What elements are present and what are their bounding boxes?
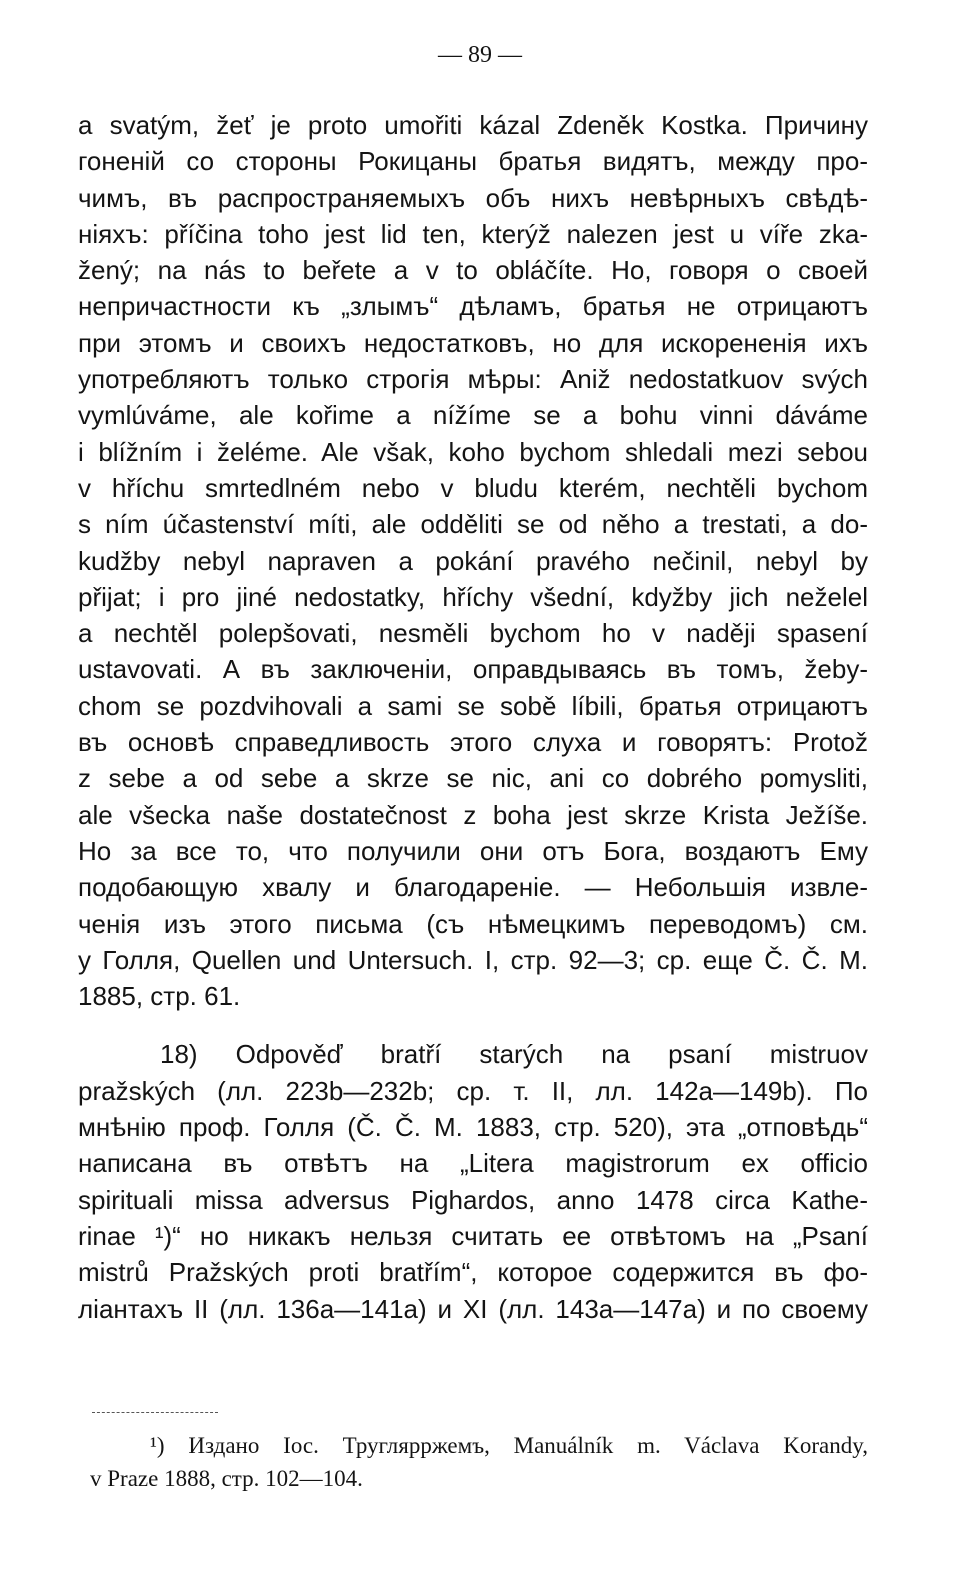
text-line: pražských (лл. 223b—232b; ср. т. II, лл. 142a—149b). По: [78, 1075, 868, 1106]
text-line: при этомъ и своихъ недостатковъ, но для искорененія ихъ: [78, 327, 868, 358]
text-line: чимъ, въ распространяемыхъ объ нихъ невѣрныхъ свѣдѣ-: [78, 182, 868, 213]
text-line: мнѣнію проф. Голля (Č. Č. M. 1883, стр. 520), эта „отповѣдь“: [78, 1112, 868, 1143]
text-line: přijat; i pro jiné nedostatky, hříchy všední, kdyžby jich neželel: [78, 581, 868, 612]
paragraph-2: [78, 1036, 868, 1326]
text-line: s ním účastenství míti, ale odděliti se od něho a trestati, a do-: [78, 509, 868, 540]
paragraph-gap: [78, 1014, 868, 1036]
text-line: vymlúváme, ale kořime a nížíme se a bohu vinni dáváme: [78, 400, 868, 431]
text-line: chom se pozdvihovali a sami se sobě líbili, братья отрицаютъ: [78, 690, 868, 721]
paragraph-1: [78, 107, 868, 1014]
text-line: a nechtěl polepšovati, nesměli bychom ho v naději spasení: [78, 618, 868, 649]
page-number: — 89 —: [438, 42, 522, 68]
text-line: žený; na nás to beřete a v to obláčíte. Но, говоря о своей: [78, 255, 868, 286]
text-line: z sebe a od sebe a skrze se nic, ani co dobrého pomysliti,: [78, 763, 868, 794]
text-line: 1885, стр. 61.: [78, 981, 241, 1012]
text-line: Но за все то, что получили они отъ Бога, воздаютъ Ему: [78, 835, 868, 866]
footnote-divider: [92, 1412, 218, 1413]
text-line: rinae ¹)“ но никакъ нельзя считать ее отвѣтомъ на „Psaní: [78, 1220, 868, 1251]
text-line: написана въ отвѣтъ на „Litera magistrorum ex officio: [78, 1148, 868, 1179]
text-line: ліантахъ II (лл. 136a—141a) и XI (лл. 143a—147a) и по своему: [78, 1293, 868, 1324]
text-line: ніяхъ: příčina toho jest lid ten, kterýž nalezen jest u víře zka-: [78, 218, 868, 249]
text-line: непричастности къ „злымъ“ дѣламъ, братья не отрицаютъ: [78, 291, 868, 322]
text-line: kudžby nebyl napraven a pokání pravého nečinil, nebyl by: [78, 545, 868, 576]
text-line: 18) Odpověď bratří starých na psaní mistruov: [160, 1039, 868, 1070]
text-line: ченія изъ этого письма (съ нѣмецкимъ переводомъ) см.: [78, 908, 868, 939]
text-line: mistrů Pražských proti bratřím“, которое содержится въ фо-: [78, 1257, 868, 1288]
text-line: i blížním i želéme. Ale však, koho bychom shledali mezi sebou: [78, 436, 868, 467]
text-line: a svatým, žeť je proto umořiti kázal Zdeněk Kostka. Причину: [78, 110, 868, 140]
text-line: у Голля, Quellen und Untersuch. I, стр. 92—3; ср. еще Č. Č. M.: [78, 944, 868, 975]
footnotes: [90, 1429, 868, 1495]
text-line: употребляютъ только строгія мѣры: Aniž nedostatkuov svých: [78, 364, 868, 395]
text-line: гоненій со стороны Рокицаны братья видятъ, между про-: [78, 146, 868, 177]
text-line: подобающую хвалу и благодареніе. — Небольшія извле-: [78, 872, 868, 903]
body-text: [78, 107, 868, 1327]
text-line: v hříchu smrtedlném nebo v bludu kterém, nechtěli bychom: [78, 472, 868, 503]
text-line: въ основѣ справедливость этого слуха и говорятъ: Protož: [78, 727, 868, 758]
text-line: ale všecka naše dostatečnost z boha jest skrze Krista Ježíše.: [78, 799, 868, 830]
text-line: spirituali missa adversus Pighardos, anno 1478 circa Kathe-: [78, 1184, 868, 1215]
footnote-line: v Praze 1888, стр. 102—104.: [90, 1466, 363, 1491]
footnote-line: ¹) Издано Іос. Труглярржемъ, Manuálník m. Václava Korandy,: [150, 1433, 868, 1458]
text-line: ustavovati. А въ заключеніи, оправдываясь въ томъ, žeby-: [78, 654, 868, 685]
